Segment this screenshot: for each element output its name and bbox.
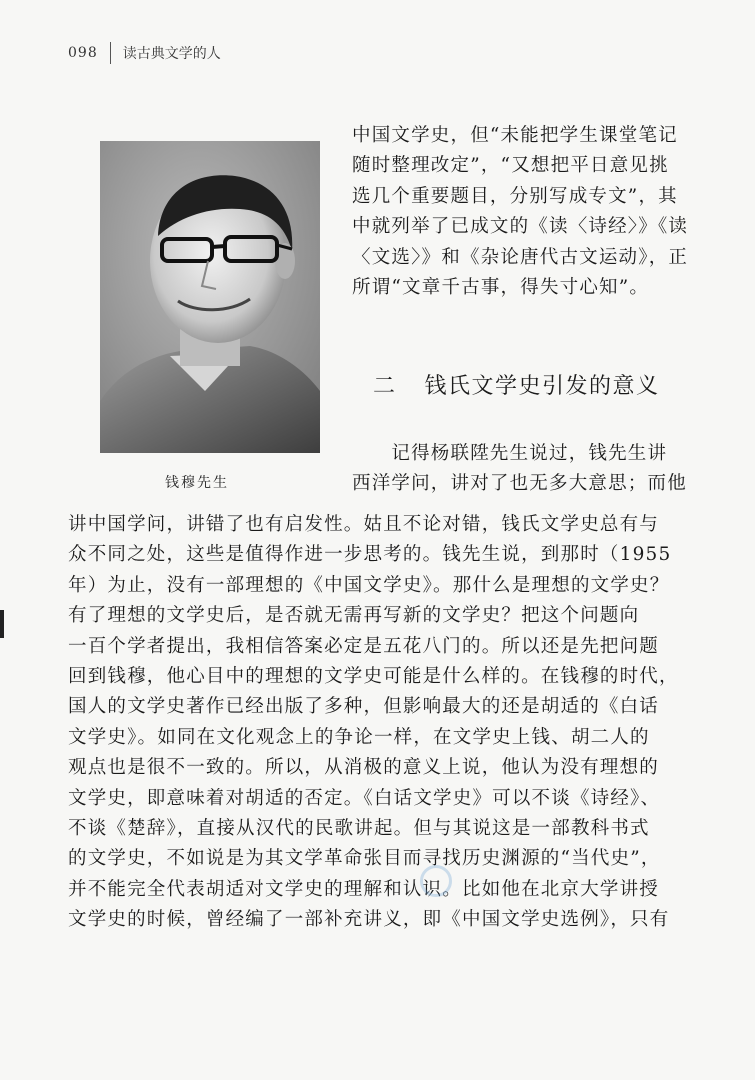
photo-caption: 钱穆先生 [165, 475, 229, 491]
section-number: 二 [373, 374, 397, 399]
text-line: 随时整理改定”，“又想把平日意见挑 [352, 155, 669, 177]
text-line: 一百个学者提出，我相信答案必定是五花八门的。所以还是先把问题 [68, 635, 660, 657]
text-line: 文学史的时候，曾经编了一部补充讲义，即《中国文学史选例》，只有 [68, 909, 670, 931]
paragraph-main-full [68, 510, 679, 935]
page-number: 098 [68, 45, 98, 61]
running-title: 读古典文学的人 [122, 46, 221, 62]
text-line: 西洋学问，讲对了也无多大意思；而他 [352, 473, 687, 495]
text-line: 文学史，即意味着对胡适的否定。《白话文学史》可以不谈《诗经》、 [68, 787, 661, 809]
section-title: 钱氏文学史引发的意义 [424, 374, 660, 399]
text-line: 选几个重要题目，分别写成专文”，其 [352, 185, 678, 207]
text-line: 国人的文学史著作已经出版了多种，但影响最大的还是胡适的《白话 [68, 696, 660, 718]
portrait-photo [100, 141, 320, 453]
text-line: 讲中国学问，讲错了也有启发性。姑且不论对错，钱氏文学史总有与 [68, 514, 660, 535]
text-line: 回到钱穆，他心目中的理想的文学史可能是什么样的。在钱穆的时代， [68, 665, 679, 687]
page-edge-mark [0, 610, 4, 638]
text-line: 〈文选〉》和《杂论唐代古文运动》，正 [352, 246, 689, 268]
text-line: 的文学史，不如说是为其文学革命张目而寻找历史渊源的“当代史”， [68, 848, 661, 870]
header-divider [110, 42, 111, 64]
text-line: 记得杨联陞先生说过，钱先生讲 [352, 443, 668, 464]
text-line: 所谓“文章千古事，得失寸心知”。 [352, 276, 650, 298]
section-heading [373, 369, 660, 400]
text-line: 中国文学史，但“未能把学生课堂笔记 [352, 125, 678, 146]
paragraph-main-side [352, 439, 687, 500]
paragraph-top [352, 121, 688, 303]
text-line: 文学史》。如同在文化观念上的争论一样，在文学史上钱、胡二人的 [68, 726, 650, 748]
text-line: 中就列举了已成文的《读〈诗经〉》《读 [352, 216, 689, 238]
text-line: 年）为止，没有一部理想的《中国文学史》。那什么是理想的文学史？ [68, 574, 670, 596]
text-line: 观点也是很不一致的。所以，从消极的意义上说，他认为没有理想的 [68, 757, 660, 779]
running-header [68, 42, 221, 64]
text-line: 不谈《楚辞》，直接从汉代的民歌讲起。但与其说这是一部教科书式 [68, 817, 650, 839]
text-line: 有了理想的文学史后，是否就无需再写新的文学史？把这个问题向 [68, 605, 640, 627]
text-line: 众不同之处，这些是值得作进一步思考的。钱先生说，到那时（1955 [68, 544, 672, 566]
text-line: 并不能完全代表胡适对文学史的理解和认识。比如他在北京大学讲授 [68, 878, 660, 900]
